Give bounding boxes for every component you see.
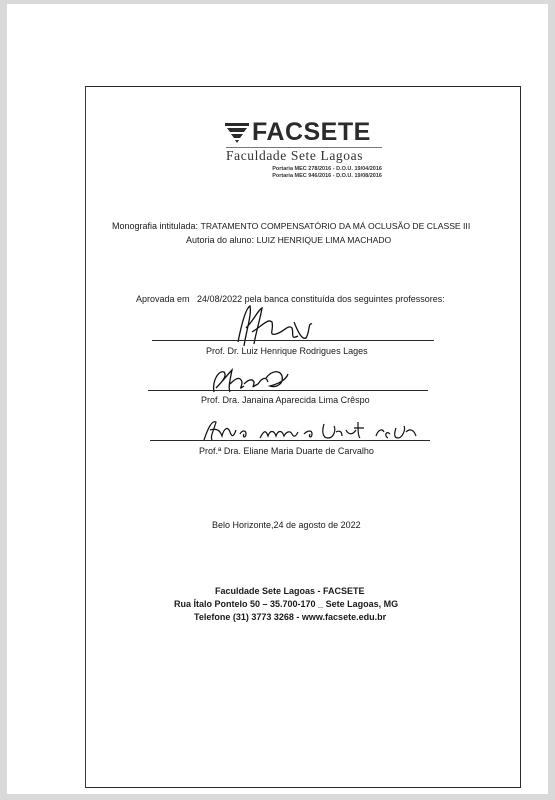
signature-line-2 (148, 390, 428, 391)
logo-subtitle: Faculdade Sete Lagoas (226, 147, 382, 163)
monograph-title-line (112, 220, 470, 232)
approval-prefix: Aprovada em (136, 294, 190, 304)
signature-line-3 (150, 440, 430, 441)
portaria-line-1: Portaria MEC 278/2016 - D.O.U. 19/04/2016 (272, 166, 382, 172)
monograph-title: TRATAMENTO COMPENSATÓRIO DA MÁ OCLUSÃO DE CLASSE III (200, 221, 471, 231)
monograph-title-prefix: Monografia intitulada: (112, 221, 199, 231)
examiner-3-name: Prof.ª Dra. Eliane Maria Duarte de Carvalho (199, 446, 374, 456)
place-date: Belo Horizonte,24 de agosto de 2022 (212, 520, 361, 530)
facsete-logo-icon (224, 122, 250, 144)
portaria-line-2: Portaria MEC 946/2016 - D.O.U. 19/08/2016 (272, 173, 382, 179)
examiner-1-name: Prof. Dr. Luiz Henrique Rodrigues Lages (206, 346, 368, 356)
monograph-author-prefix: Autoria do aluno: (186, 235, 255, 245)
approval-date: 24/08/2022 (197, 294, 243, 304)
examiner-2-name: Prof. Dra. Janaina Aparecida Lima Crêspo (201, 395, 370, 405)
approval-suffix: pela banca constituída dos seguintes professores: (244, 294, 445, 304)
logo-wordmark: FACSETE (252, 118, 371, 146)
signature-1 (232, 302, 322, 350)
monograph-author: LUIZ HENRIQUE LIMA MACHADO (256, 235, 392, 245)
signature-line-1 (152, 340, 434, 341)
footer-address: Rua Ítalo Pontelo 50 – 35.700-170 _ Sete Lagoas, MG (174, 599, 399, 609)
monograph-author-line (186, 234, 391, 246)
footer-contact: Telefone (31) 3773 3268 - www.facsete.edu.br (194, 612, 387, 622)
footer-institution: Faculdade Sete Lagoas - FACSETE (215, 586, 365, 596)
